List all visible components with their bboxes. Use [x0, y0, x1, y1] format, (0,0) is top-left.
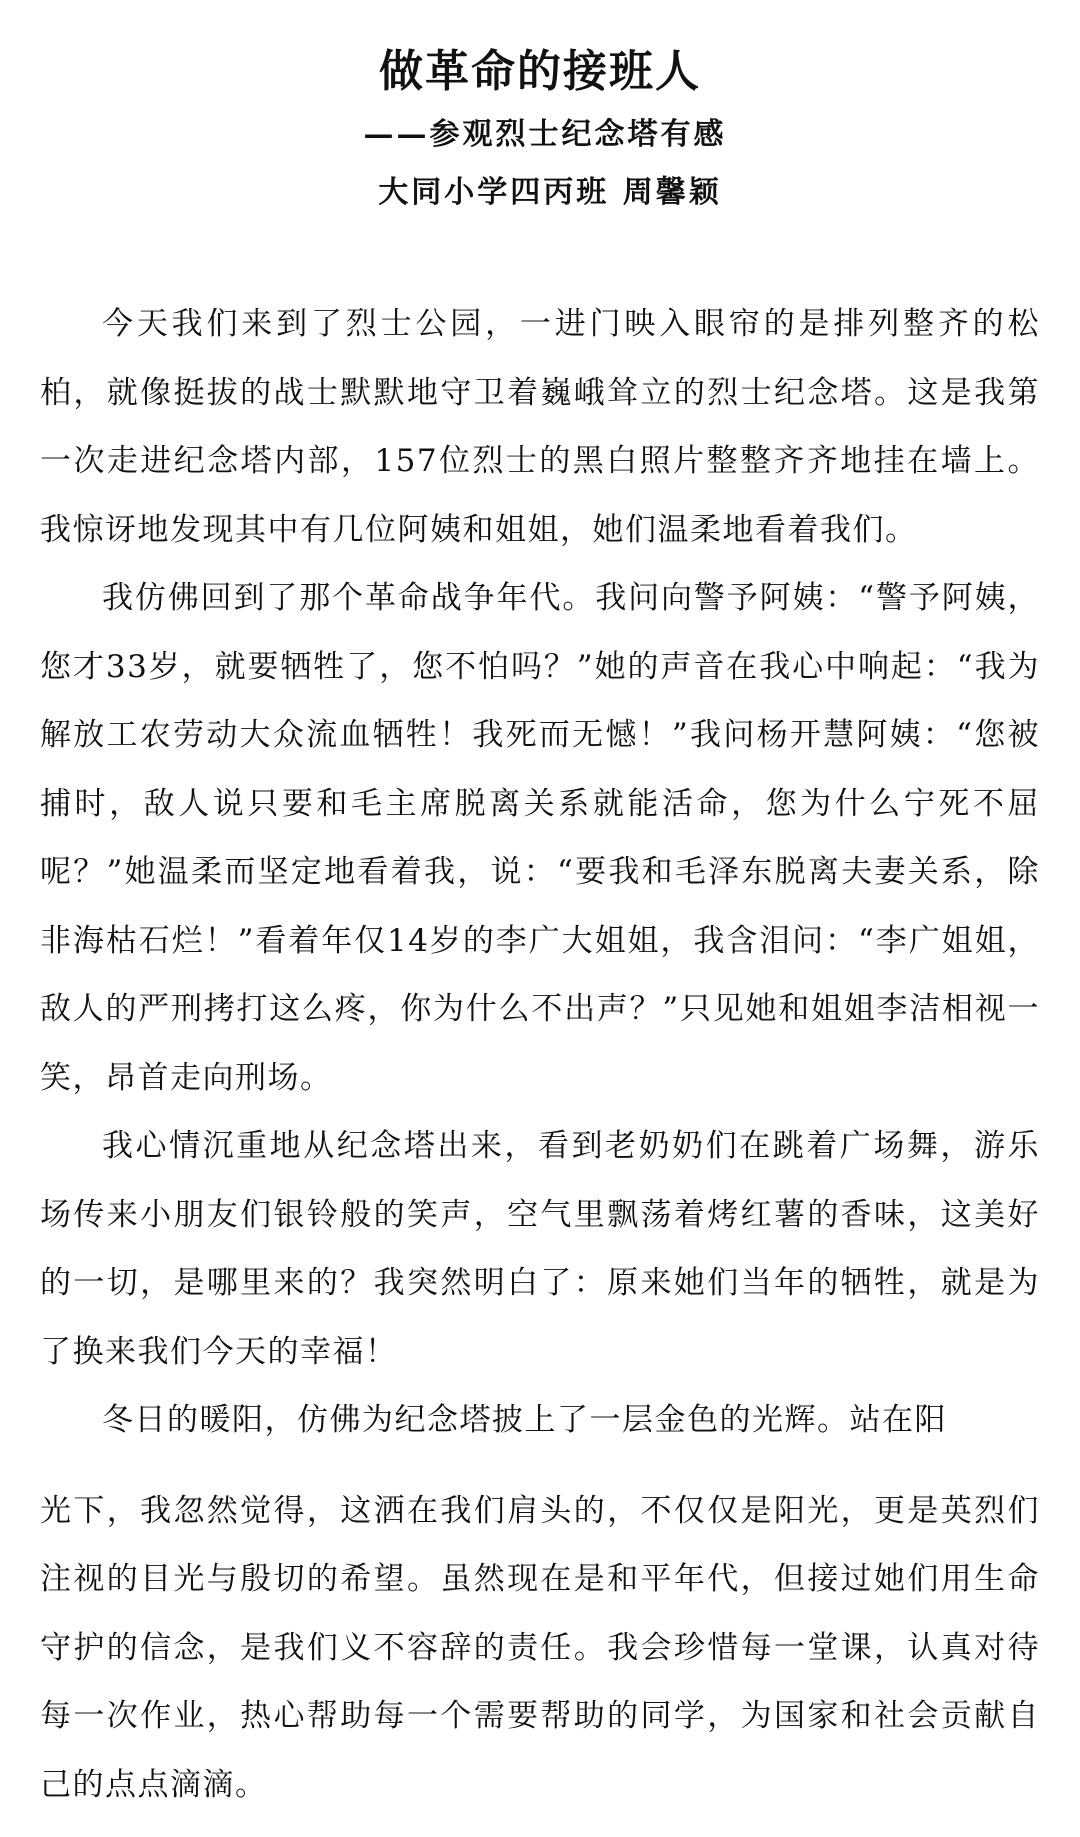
article-subtitle: ——参观烈士纪念塔有感 [363, 117, 727, 152]
paragraph-4: 冬日的暖阳，仿佛为纪念塔披上了一层金色的光辉。站在阳 [102, 1402, 947, 1438]
article-title: 做革命的接班人 [379, 46, 701, 97]
paragraph-2: 我仿佛回到了那个革命战争年代。我问向警予阿姨：“警予阿姨，您才33岁，就要牺牲了，您不怕吗？”她的声音在我心中响起：“我为解放工农劳动大众流血牺牲！我死而无憾！”我问杨开慧阿姨：“您被捕时，敌人说只要和毛主席脱离关系就能活命，您为什么宁死不屈呢？”她温柔而坚定地看着我，说：“要我和毛泽东脱离夫妻关系，除非海枯石烂！”看着年仅14岁的李广大姐姐，我含泪问：“李广姐姐，敌人的严刑拷打这么疼，你为什么不出声？”只见她和姐姐李洁相视一笑，昂首走向刑场。 [40, 580, 1040, 1096]
paragraph-1: 今天我们来到了烈士公园，一进门映入眼帘的是排列整齐的松柏，就像挺拔的战士默默地守卫着巍峨耸立的烈士纪念塔。这是我第一次走进纪念塔内部，157位烈士的黑白照片整整齐齐地挂在墙上。我惊讶地发现其中有几位阿姨和姐姐，她们温柔地看着我们。 [40, 306, 1040, 548]
article-author: 大同小学四丙班 周馨颖 [378, 175, 722, 210]
paragraph-3: 我心情沉重地从纪念塔出来，看到老奶奶们在跳着广场舞，游乐场传来小朋友们银铃般的笑声，空气里飘荡着烤红薯的香味，这美好的一切，是哪里来的？我突然明白了：原来她们当年的牺牲，就是为了换来我们今天的幸福！ [40, 1128, 1040, 1370]
article-header [0, 40, 1080, 220]
article-body [40, 290, 1040, 1819]
paragraph-4-continued: 光下，我忽然觉得，这洒在我们肩头的，不仅仅是阳光，更是英烈们注视的目光与殷切的希望。虽然现在是和平年代，但接过她们用生命守护的信念，是我们义不容辞的责任。我会珍惜每一堂课，认真对待每一次作业，热心帮助每一个需要帮助的同学，为国家和社会贡献自己的点点滴滴。 [40, 1492, 1040, 1803]
